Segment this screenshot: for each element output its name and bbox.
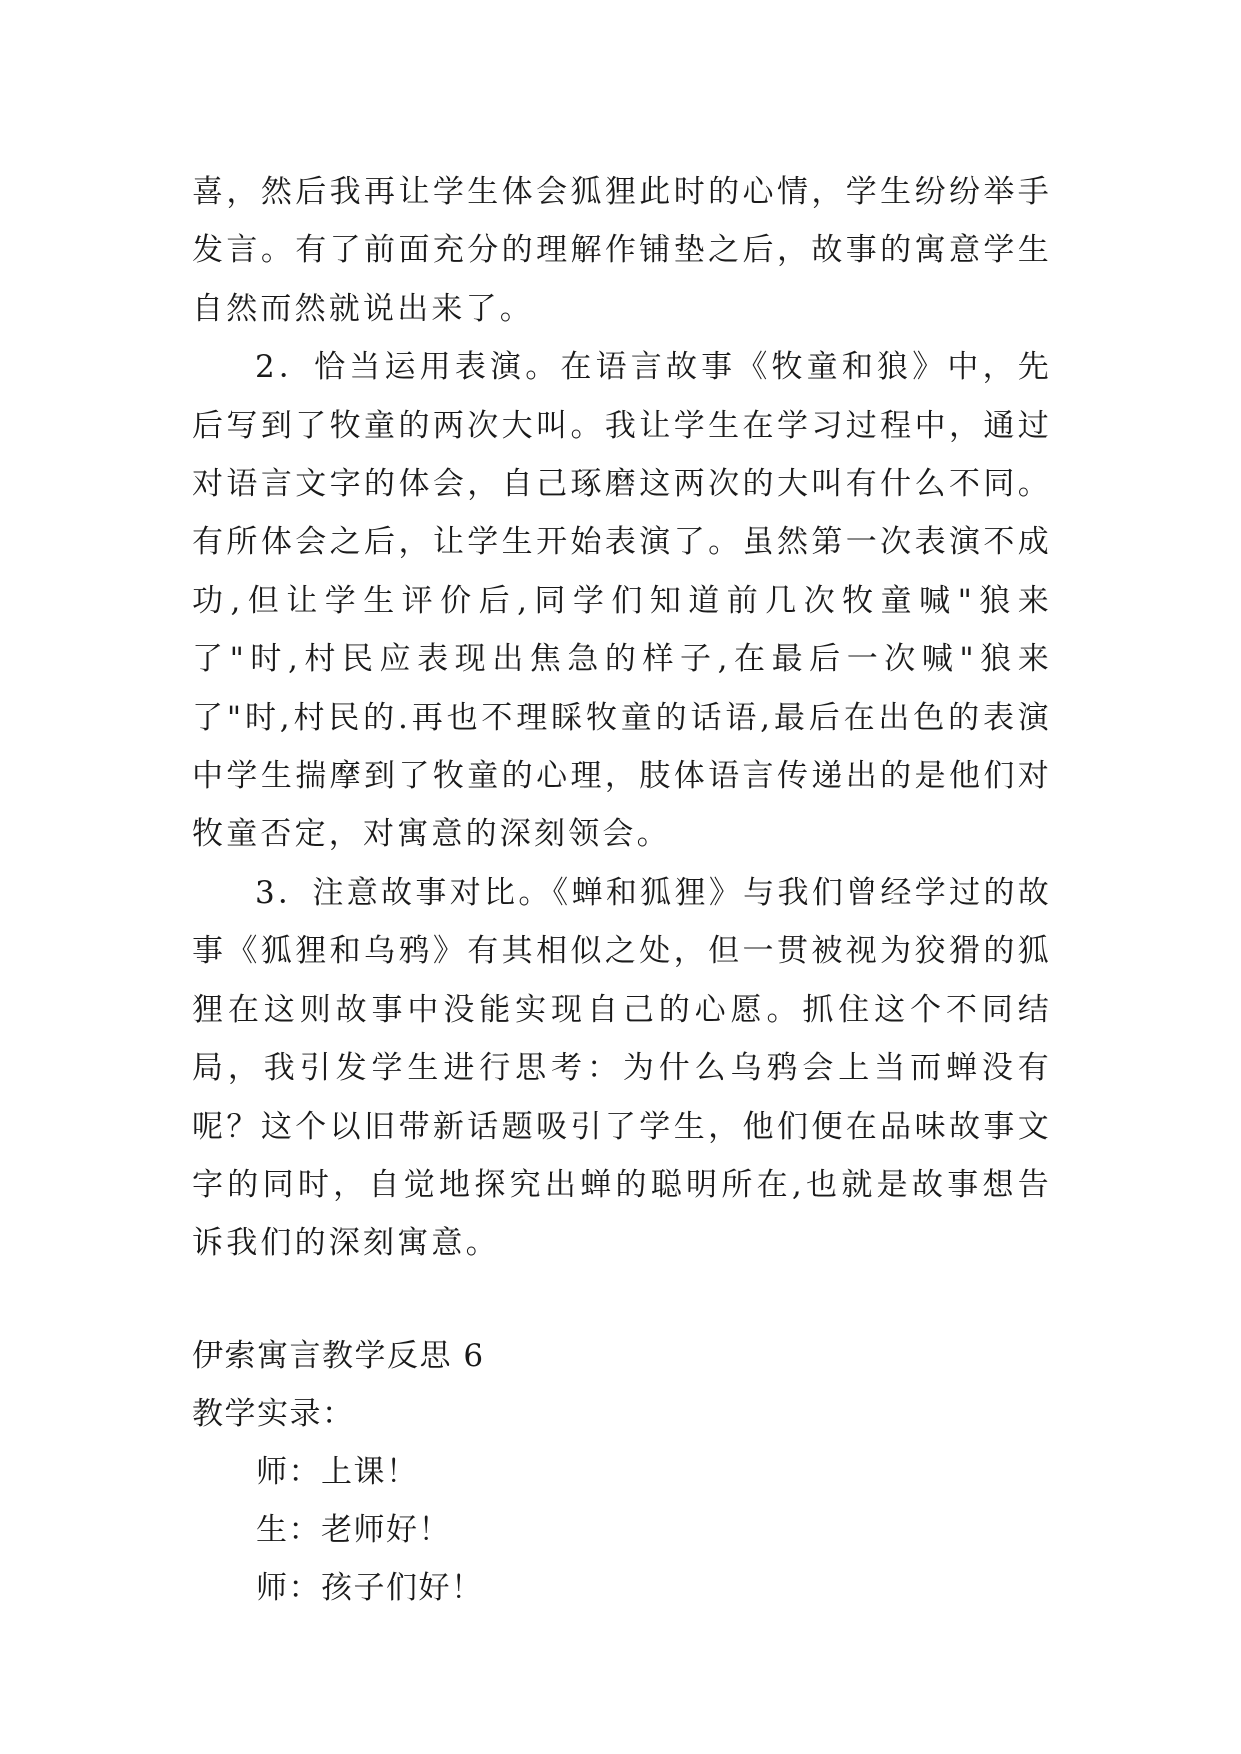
section-block	[192, 1327, 1052, 1617]
dialog-line: 师：孩子们好！	[256, 1569, 484, 1606]
paragraph-performance: 2．恰当运用表演。在语言故事《牧童和狼》中，先后写到了牧童的两次大叫。我让学生在学习过程中，通过对语言文字的体会，自己琢磨这两次的大叫有什么不同。有所体会之后，让学生开始表演了。虽然第一次表演不成功,但让学生评价后,同学们知道前几次牧童喊"狼来了"时,村民应表现出焦急的样子,在最后一次喊"狼来了"时,村民的.再也不理睬牧童的话语,最后在出色的表演中学生揣摩到了牧童的心理，肢体语言传递出的是他们对牧童否定，对寓意的深刻领会。	[192, 349, 1052, 853]
section-title: 伊索寓言教学反思 6	[192, 1337, 485, 1374]
dialog-line: 生：老师好！	[256, 1511, 451, 1548]
dialog-line: 师：上课！	[256, 1453, 419, 1490]
paragraph-continuation: 喜，然后我再让学生体会狐狸此时的心情，学生纷纷举手发言。有了前面充分的理解作铺垫之后，故事的寓意学生自然而然就说出来了。	[192, 174, 1052, 327]
paragraph-comparison: 3．注意故事对比。《蝉和狐狸》与我们曾经学过的故事《狐狸和乌鸦》有其相似之处，但一贯被视为狡猾的狐狸在这则故事中没能实现自己的心愿。抓住这个不同结局，我引发学生进行思考：为什么乌鸦会上当而蝉没有呢？这个以旧带新话题吸引了学生，他们便在品味故事文字的同时，自觉地探究出蝉的聪明所在,也就是故事想告诉我们的深刻寓意。	[192, 874, 1052, 1262]
document-body	[192, 163, 1052, 1617]
record-label: 教学实录：	[192, 1395, 355, 1432]
